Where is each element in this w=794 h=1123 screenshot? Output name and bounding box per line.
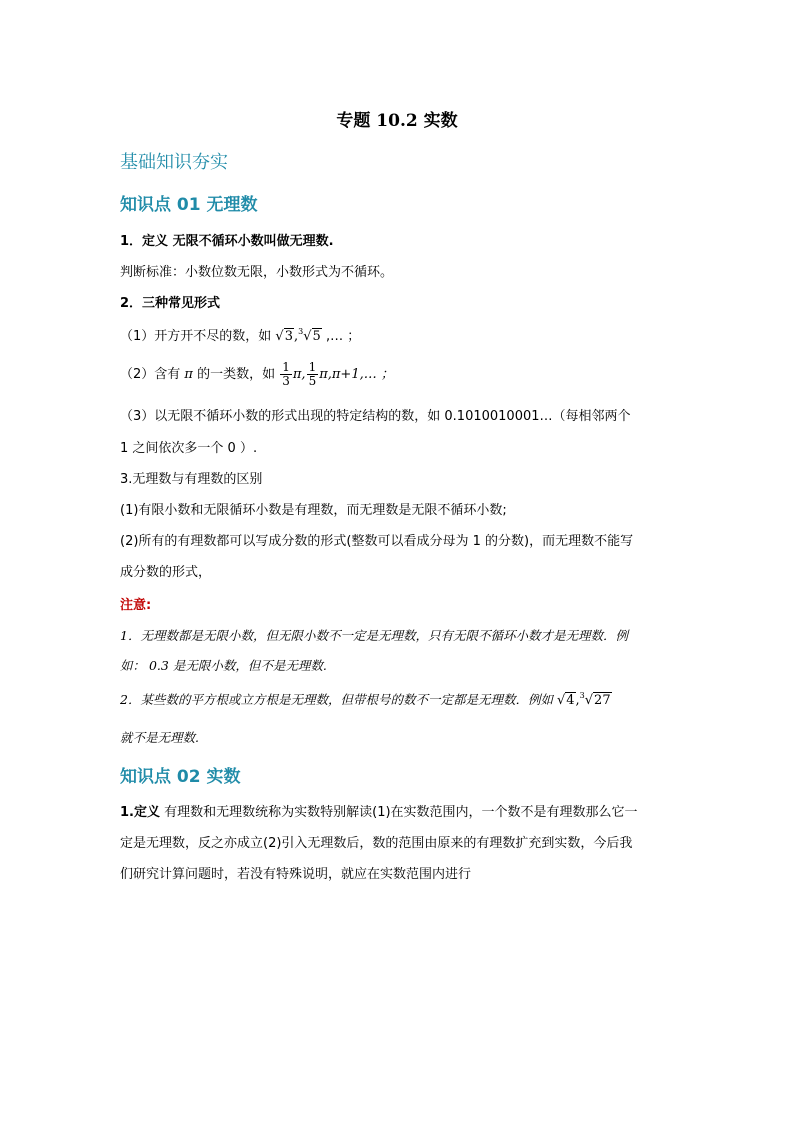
comma: ,: [575, 693, 580, 708]
difference-2-line-1: (2)所有的有理数都可以写成分数的形式(整数可以看成分母为 1 的分数)，而无理数不能写: [120, 534, 634, 549]
page-title: 专题 10.2 实数: [336, 111, 458, 131]
note-2-line-1: [120, 690, 612, 708]
forms-title: 2．三种常见形式: [120, 296, 221, 311]
knowledge-point-02-title: 知识点 02 实数: [120, 767, 241, 787]
comma: ,: [293, 329, 299, 344]
sqrt-symbol: √: [556, 693, 566, 708]
definition-label: 1．定义: [120, 234, 169, 249]
pi-symbol: π: [184, 367, 193, 382]
section-heading: 基础知识夯实: [120, 152, 228, 173]
knowledge-point-01-title: 知识点 01 无理数: [120, 195, 258, 215]
form2-prefix: （2）含有: [120, 367, 185, 382]
pi-separator: π,: [292, 367, 306, 382]
difference-title: 3.无理数与有理数的区别: [120, 472, 263, 487]
form-1-line: [120, 325, 360, 344]
kp2-line-3: 们研究计算问题时，若没有特殊说明，就应在实数范围内进行: [120, 867, 472, 882]
cbrt5-value: 5: [312, 329, 321, 344]
sqrt-symbol: √: [275, 329, 284, 344]
criterion-text: 判断标准：小数位数无限，小数形式为不循环。: [120, 265, 394, 280]
difference-1: (1)有限小数和无限循环小数是有理数，而无理数是无限不循环小数;: [120, 503, 507, 518]
cbrt-symbol: √: [584, 693, 594, 708]
form1-tail: ,… ；: [325, 329, 361, 344]
sqrt4-value: 4: [566, 693, 575, 708]
note2-text: 2．某些数的平方根或立方根是无理数，但带根号的数不一定都是无理数．例如: [120, 692, 557, 707]
note-1-line-2: 如： 0.3 是无限小数，但不是无理数.: [120, 658, 327, 673]
fraction-one-third: $\frac{1}{3}$: [282, 360, 290, 388]
cbrt-index: 3: [579, 691, 585, 700]
form-3-line-2: 1 之间依次多一个 0 ）.: [120, 441, 258, 456]
form2-tail: π,π+1,… ；: [319, 367, 394, 382]
kp2-line-2: 定是无理数，反之亦成立(2)引入无理数后，数的范围由原来的有理数扩充到实数，今后我: [120, 836, 633, 851]
kp2-line1-text: 有理数和无理数统称为实数特别解读(1)在实数范围内，一个数不是有理数那么它一: [159, 805, 638, 820]
fraction-one-fifth: $\frac{1}{5}$: [308, 360, 317, 388]
form-2-line: [120, 361, 394, 388]
cbrt27-value: 27: [594, 693, 611, 708]
definition-text: 无限不循环小数叫做无理数.: [168, 234, 334, 249]
form-3-line-1: （3）以无限不循环小数的形式出现的特定结构的数，如 0.1010010001…（每相邻两个: [120, 409, 631, 424]
difference-2-line-2: 成分数的形式，: [120, 565, 212, 580]
kp2-definition-label: 1.定义: [120, 805, 160, 820]
form1-prefix: （1）开方开不尽的数，如: [120, 329, 276, 344]
kp1-definition: [120, 230, 334, 249]
note-label: 注意:: [120, 598, 152, 613]
sqrt3-value: 3: [284, 329, 293, 344]
cbrt-index: 3: [298, 327, 304, 336]
note-1-line-1: 1．无理数都是无限小数，但无限小数不一定是无理数，只有无限不循环小数才是无理数．例: [120, 628, 628, 643]
note-2-line-2: 就不是无理数.: [120, 730, 199, 745]
form2-mid: 的一类数，如: [197, 367, 280, 382]
cbrt-symbol: √: [303, 329, 312, 344]
kp2-line-1: [120, 801, 638, 820]
